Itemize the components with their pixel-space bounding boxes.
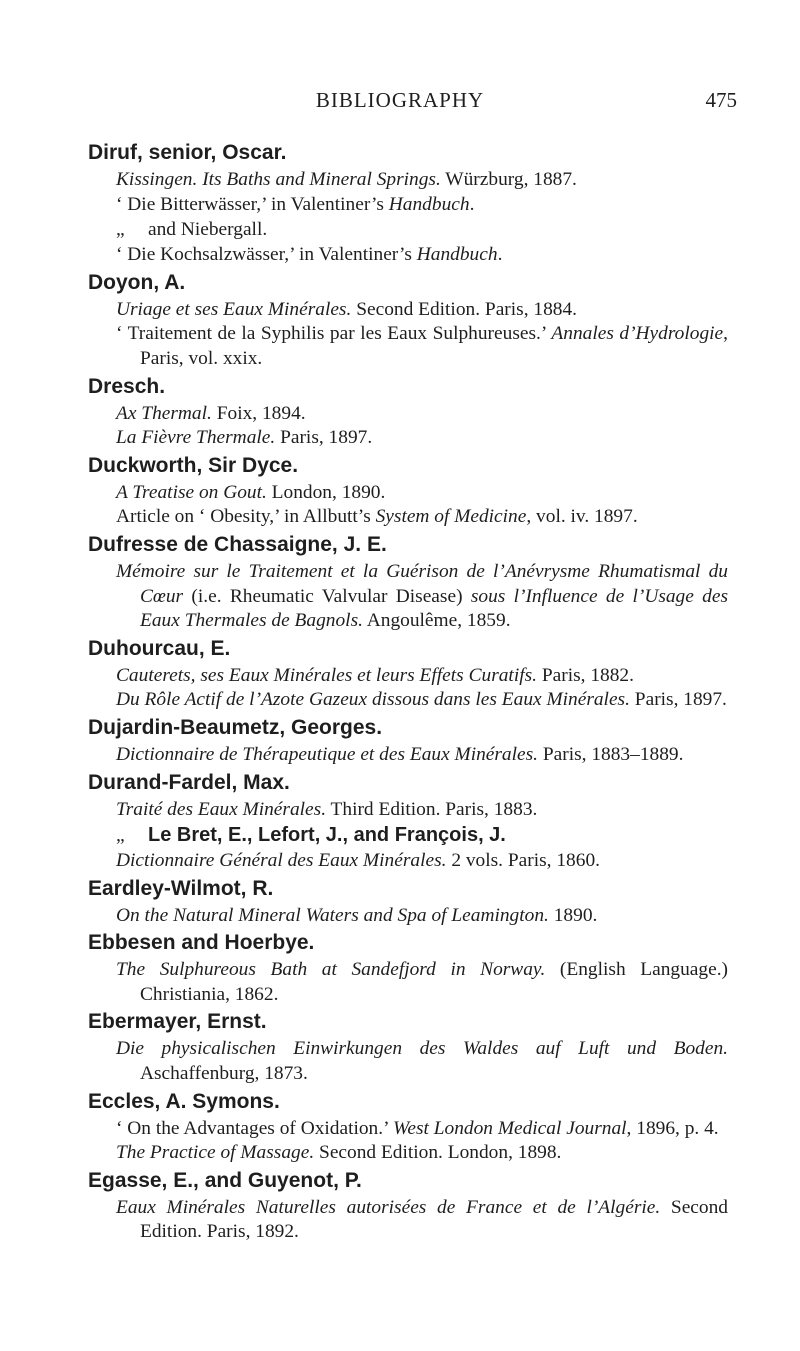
entry-work — [88, 426, 728, 451]
work-details: 2 vols. Paris, 1860. — [446, 850, 600, 872]
work-title: Die physicalischen Einwirkungen des Waldes auf Luft und Boden. — [116, 1038, 728, 1060]
work-title: Dictionnaire Général des Eaux Minérales. — [116, 850, 447, 872]
work-title: On the Natural Mineral Waters and Spa of Leamington. — [116, 904, 549, 926]
work-details: Aschaffenburg, 1873. — [140, 1063, 308, 1085]
work-title: Mémoire sur le Traitement et la Guérison de l’Anévrysme Rhumatismal du Cœur — [116, 560, 728, 607]
work-title: Dictionnaire de Thérapeutique et des Eaux Minérales. — [116, 743, 539, 765]
entry-work — [88, 402, 728, 427]
work-details: (English Language.) Christiania, 1862. — [140, 959, 729, 1005]
work-details: 1890. — [548, 904, 598, 926]
work-title: The Sulphureous Bath at Sandefjord in Norway. — [116, 959, 546, 981]
work-prefix: ‘ Die Kochsalzwässer,’ in Valentiner’s — [116, 244, 417, 266]
entry-work — [88, 322, 728, 371]
entry-author: Ebermayer, Ernst. — [88, 1010, 267, 1034]
work-details: Third Edition. Paris, 1883. — [326, 798, 538, 820]
work-title: Ax Thermal. — [116, 402, 212, 424]
work-details: London, 1890. — [266, 481, 386, 503]
work-details: , vol. iv. 1897. — [526, 506, 638, 528]
work-title: Cauterets, ses Eaux Minérales et leurs Effets Curatifs. — [116, 664, 537, 686]
entry-author: Eardley-Wilmot, R. — [88, 876, 274, 900]
bibliography-entry — [88, 634, 728, 713]
bibliography-entry — [88, 1087, 728, 1166]
entry-work — [88, 1141, 728, 1166]
work-details: . — [469, 193, 475, 215]
entry-work — [88, 168, 728, 193]
work-prefix: ‘ Traitement de la Syphilis par les Eaux Sulphureuses.’ — [116, 323, 552, 345]
work-title: La Fièvre Thermale. — [116, 427, 276, 449]
coauthor-name: and Niebergall. — [148, 219, 268, 241]
entry-work — [88, 904, 728, 929]
entry-author: Dresch. — [88, 374, 166, 398]
work-title: Kissingen. Its Baths and Mineral Springs. — [116, 169, 441, 190]
entry-author: Eccles, A. Symons. — [88, 1089, 280, 1113]
page-number: 475 — [705, 88, 737, 112]
entry-work — [88, 193, 728, 218]
entry-work — [88, 958, 728, 1007]
work-details: Second Edition. London, 1898. — [314, 1142, 562, 1164]
work-details: Second Edition. Paris, 1884. — [351, 298, 578, 320]
entry-author: Dujardin-Beaumetz, Georges. — [88, 715, 383, 739]
entry-work — [88, 664, 728, 689]
bibliography-entry — [88, 928, 728, 1007]
entry-work — [88, 743, 728, 768]
entry-coauthor — [88, 217, 728, 243]
entry-work — [88, 798, 728, 823]
running-head — [0, 88, 800, 118]
entry-coauthor — [88, 822, 728, 849]
bibliography-entry — [88, 372, 728, 451]
work-prefix: ‘ On the Advantages of Oxidation.’ — [116, 1117, 393, 1139]
work-title: The Practice of Massage. — [116, 1142, 315, 1164]
entry-work — [88, 1117, 728, 1142]
entry-work — [88, 688, 728, 713]
bibliography-entry — [88, 138, 728, 268]
entry-author: Diruf, senior, Oscar. — [88, 141, 287, 164]
work-title: West London Medical Journal — [392, 1117, 627, 1139]
entry-work — [88, 849, 728, 874]
work-details: , 1896, p. 4. — [626, 1117, 719, 1139]
work-details: Paris, 1897. — [275, 427, 373, 449]
bibliography-entry — [88, 530, 728, 634]
entry-work — [88, 505, 728, 530]
work-title: Handbuch — [416, 244, 498, 266]
entry-work — [88, 560, 728, 634]
entry-work — [88, 1037, 728, 1086]
bibliography-entry — [88, 451, 728, 530]
coauthor-name: Le Bret, E., Lefort, J., and François, J. — [148, 824, 506, 847]
work-prefix: Article on ‘ Obesity,’ in Allbutt’s — [116, 506, 376, 528]
bibliography-entry — [88, 713, 728, 768]
running-title: BIBLIOGRAPHY — [315, 88, 485, 112]
bibliography-entry — [88, 268, 728, 372]
work-details: Second Edition. Paris, 1892. — [140, 1196, 729, 1243]
entry-author: Duhourcau, E. — [88, 636, 231, 660]
work-title: Uriage et ses Eaux Minérales. — [116, 298, 352, 320]
bibliography-entry — [88, 1166, 728, 1245]
work-details: Paris, 1883–1889. — [538, 743, 684, 765]
work-details: Würzburg, 1887. — [440, 169, 577, 190]
entry-author: Ebbesen and Hoerbye. — [88, 931, 315, 955]
work-title: Eaux Minérales Naturelles autorisées de France et de l’Algérie. — [116, 1196, 661, 1218]
entry-work — [88, 481, 728, 506]
work-details: Angoulême, 1859. — [362, 610, 511, 632]
work-title: A Treatise on Gout. — [116, 481, 267, 503]
work-title: Annales d’Hydrologie — [551, 323, 724, 345]
entry-author: Durand-Fardel, Max. — [88, 770, 290, 794]
bibliography-entry — [88, 874, 728, 929]
work-title: Traité des Eaux Minérales. — [116, 798, 327, 820]
work-prefix: ‘ Die Bitterwässer,’ in Valentiner’s — [116, 193, 389, 215]
work-details: . — [497, 244, 503, 266]
entry-work — [88, 243, 728, 268]
work-details: , Paris, vol. xxix. — [140, 323, 729, 369]
work-title: Handbuch — [388, 193, 470, 215]
entry-author: Doyon, A. — [88, 270, 186, 294]
entry-author: Dufresse de Chassaigne, J. E. — [88, 532, 387, 556]
entry-author: Egasse, E., and Guyenot, P. — [88, 1168, 362, 1192]
entry-author: Duckworth, Sir Dyce. — [88, 453, 299, 477]
work-details: (i.e. Rheumatic Valvular Disease) — [183, 585, 471, 607]
work-title: Du Rôle Actif de l’Azote Gazeux dissous dans les Eaux Minérales. — [116, 689, 630, 711]
bibliography-entries — [88, 138, 728, 1245]
work-title: sous l’Influence de l’Usage des Eaux Thermales de Bagnols. — [140, 585, 729, 632]
entry-work — [88, 298, 728, 323]
entry-work — [88, 1196, 728, 1245]
ditto-mark: „ — [116, 219, 125, 241]
work-details: Paris, 1897. — [629, 689, 727, 711]
work-title: System of Medicine — [375, 506, 527, 528]
ditto-mark: „ — [116, 825, 125, 847]
bibliography-entry — [88, 1007, 728, 1086]
bibliography-entry — [88, 768, 728, 874]
work-details: Foix, 1894. — [211, 402, 306, 424]
work-details: Paris, 1882. — [537, 664, 634, 686]
